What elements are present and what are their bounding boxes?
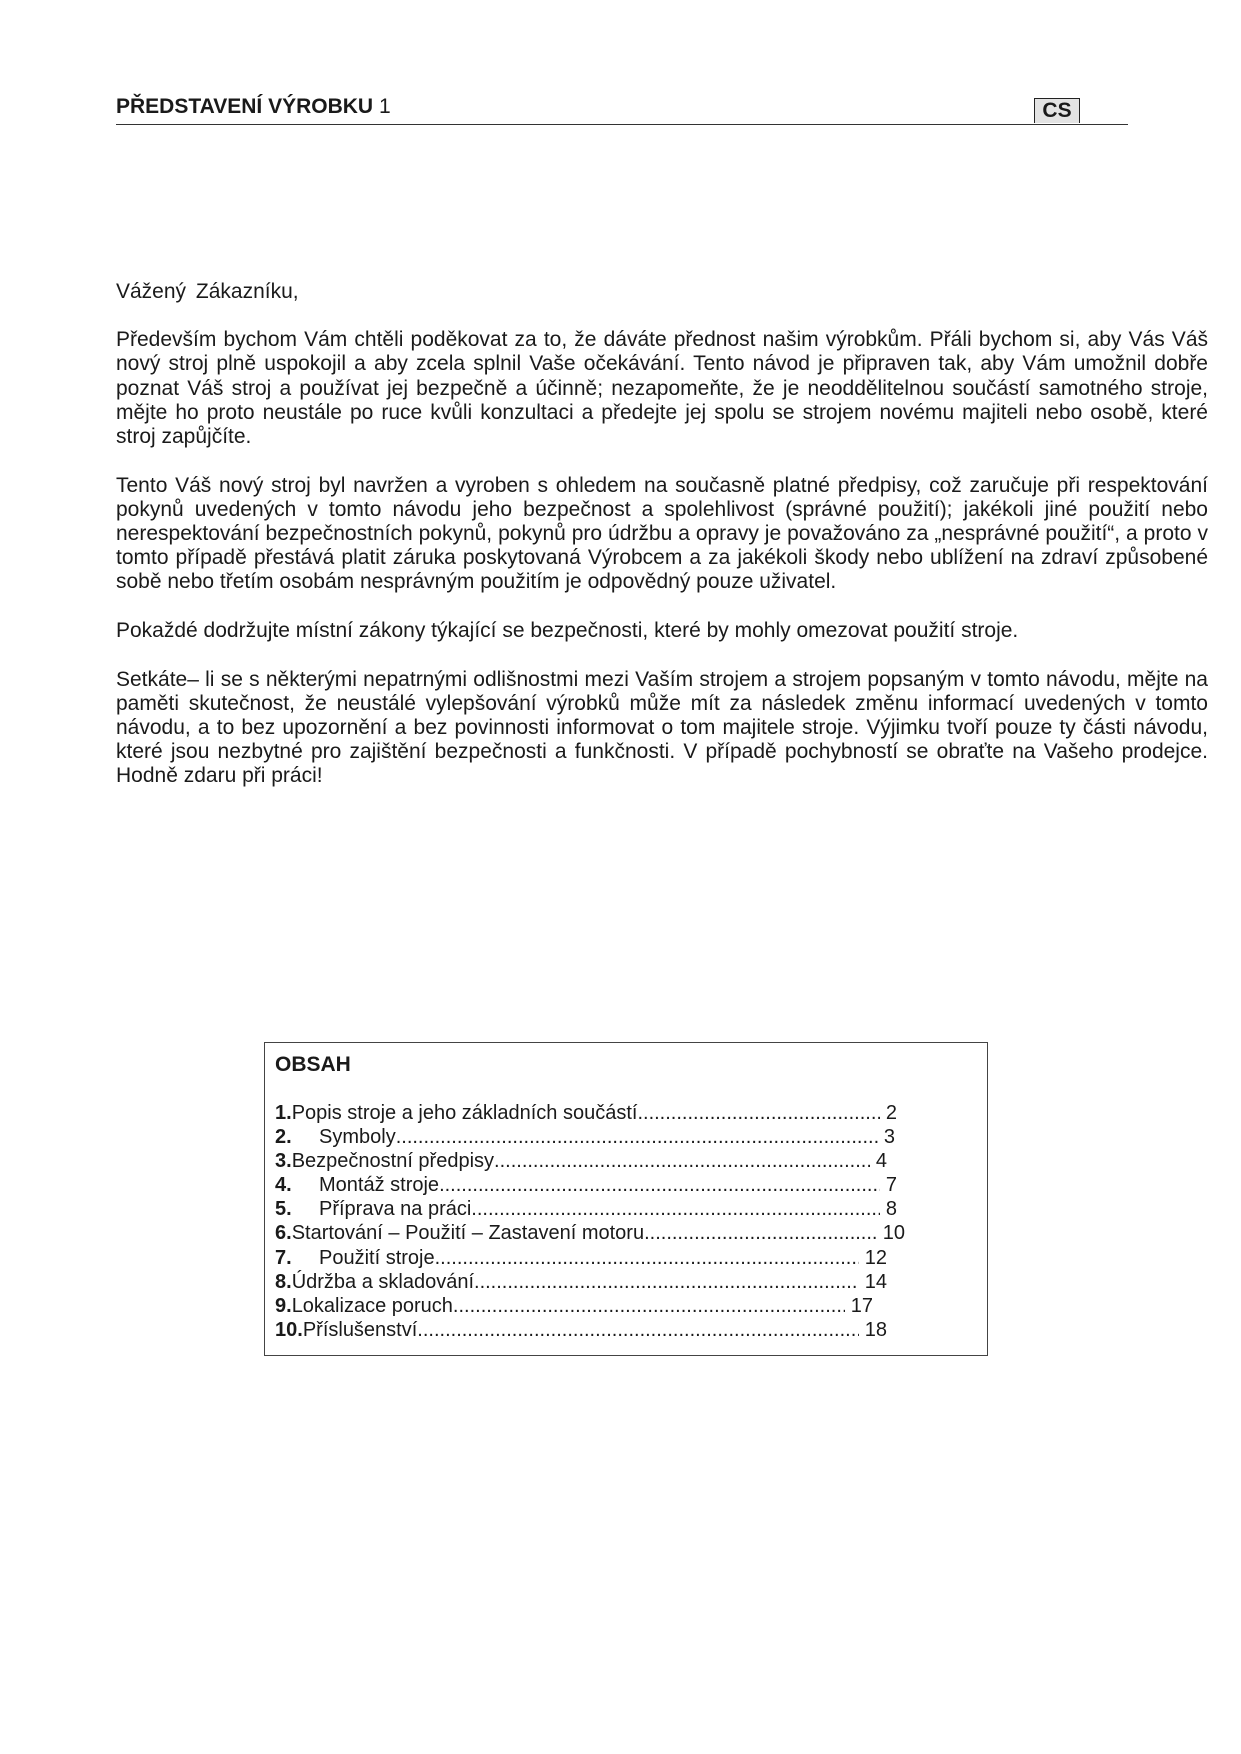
paragraph-local-laws: Pokaždé dodržujte místní zákony týkající se bezpečnosti, které by mohly omezovat použití stroje. [116,619,1019,643]
toc-leader-dots [471,1197,880,1221]
toc-item-page: 18 [864,1318,887,1341]
toc-item-number: 7. [275,1246,292,1269]
toc-item-page: 17 [850,1294,873,1317]
intro-text [116,280,1208,813]
toc-title: OBSAH [275,1053,351,1076]
toc-item-number: 6. [275,1222,292,1245]
toc-item-page: 7 [885,1174,897,1197]
toc-item-number: 9. [275,1294,292,1317]
toc-item-label: Startování – Použití – Zastavení motoru [291,1222,645,1245]
toc-item-label: Bezpečnostní předpisy [291,1150,495,1173]
toc-item [275,1318,887,1342]
paragraph-differences: Setkáte– li se s některými nepatrnými odlišnostmi mezi Vaším strojem a strojem popsaným v tomto návodu, mějte na paměti skutečnost, že neustálé vylepšování výrobků může mít za následek změnu informací uvedených v tomto návodu, a to bez upozornění a bez povinnosti informovat o tom majitele stroje. Výjimku tvoří pouze ty části návodu, které jsou nezbytné pro zajištění bezpečnosti a funkčnosti. V případě pochybností se obraťte na Vašeho prodejce. Hodně zdaru při práci! [116,667,1208,788]
toc-item-number: 8. [275,1270,292,1293]
toc-item-number: 4. [275,1174,292,1197]
toc-list [275,1101,995,1342]
toc-leader-dots [474,1270,859,1294]
toc-item-page: 2 [885,1102,897,1124]
toc-item [275,1221,905,1245]
language-badge: CS [1034,98,1080,123]
toc-item [275,1173,897,1197]
toc-item-number: 2. [275,1126,292,1149]
page-title [116,94,391,120]
toc-leader-dots [637,1101,879,1125]
toc-item-number: 1. [275,1102,292,1124]
section-title: PŘEDSTAVENÍ VÝROBKU [116,95,374,118]
toc-item-label: Symboly [319,1126,396,1149]
toc-item-page: 3 [883,1126,895,1149]
toc-item [275,1101,897,1125]
toc-item-label: Příslušenství [302,1318,418,1341]
page-header [116,94,1128,125]
toc-item-label: Použití stroje [319,1246,435,1269]
paragraph-thanks: Především bychom Vám chtěli poděkovat za to, že dáváte přednost našim výrobkům. Přáli bychom si, aby Vás Váš nový stroj plně uspokojil a aby zcela splnil Vaše očekávání. Tento návod je připraven tak, aby Vám umožnil dobře poznat Váš stroj a používat jej bezpečně a účinně; nezapomeňte, že je neoddělitelnou součástí samotného stroje, mějte ho proto neustále po ruce kvůli konzultaci a předejte jej spolu se strojem novému majiteli nebo osobě, které stroj zapůjčíte. [116,328,1208,449]
toc-item-number: 5. [275,1198,292,1221]
toc-item [275,1246,887,1270]
toc-item [275,1125,895,1149]
toc-leader-dots [644,1221,877,1245]
salutation: Vážený Zákazníku, [116,280,299,303]
toc-item-page: 12 [864,1246,887,1269]
toc-item-number: 3. [275,1150,292,1173]
toc-leader-dots [439,1173,880,1197]
toc-item-page: 14 [864,1270,887,1293]
toc-leader-dots [494,1149,870,1173]
toc-item-label: Příprava na práci [319,1198,472,1221]
toc-item [275,1270,887,1294]
toc-item-page: 4 [875,1150,887,1173]
toc-item [275,1294,873,1318]
table-of-contents [264,1042,988,1356]
toc-item-label: Montáž stroje [319,1174,440,1197]
toc-leader-dots [417,1318,858,1342]
toc-item-label: Lokalizace poruch [291,1294,453,1317]
toc-leader-dots [453,1294,845,1318]
toc-item-label: Údržba a skladování [291,1270,475,1293]
paragraph-regulations: Tento Váš nový stroj byl navržen a vyroben s ohledem na současně platné předpisy, což zaručuje při respektování pokynů uvedených v tomto návodu jeho bezpečnost a spolehlivost (správné použití); jakékoli jiné použití nebo nerespektování bezpečnostních pokynů, pokynů pro údržbu a opravy je považováno za „nesprávné použití“, a proto v tomto případě přestává platit záruka poskytovaná Výrobcem a za jakékoli škody nebo ublížení na zdraví způsobené sobě nebo třetím osobám nesprávným použitím je odpovědný pouze uživatel. [116,473,1208,594]
toc-item-label: Popis stroje a jeho základních součástí [291,1102,638,1124]
toc-leader-dots [396,1125,878,1149]
toc-item-page: 8 [885,1198,897,1221]
toc-item [275,1149,887,1173]
toc-leader-dots [435,1246,859,1270]
page-number: 1 [378,95,391,118]
toc-item-page: 10 [882,1222,905,1245]
toc-item-number: 10. [275,1318,303,1341]
toc-item [275,1197,897,1221]
